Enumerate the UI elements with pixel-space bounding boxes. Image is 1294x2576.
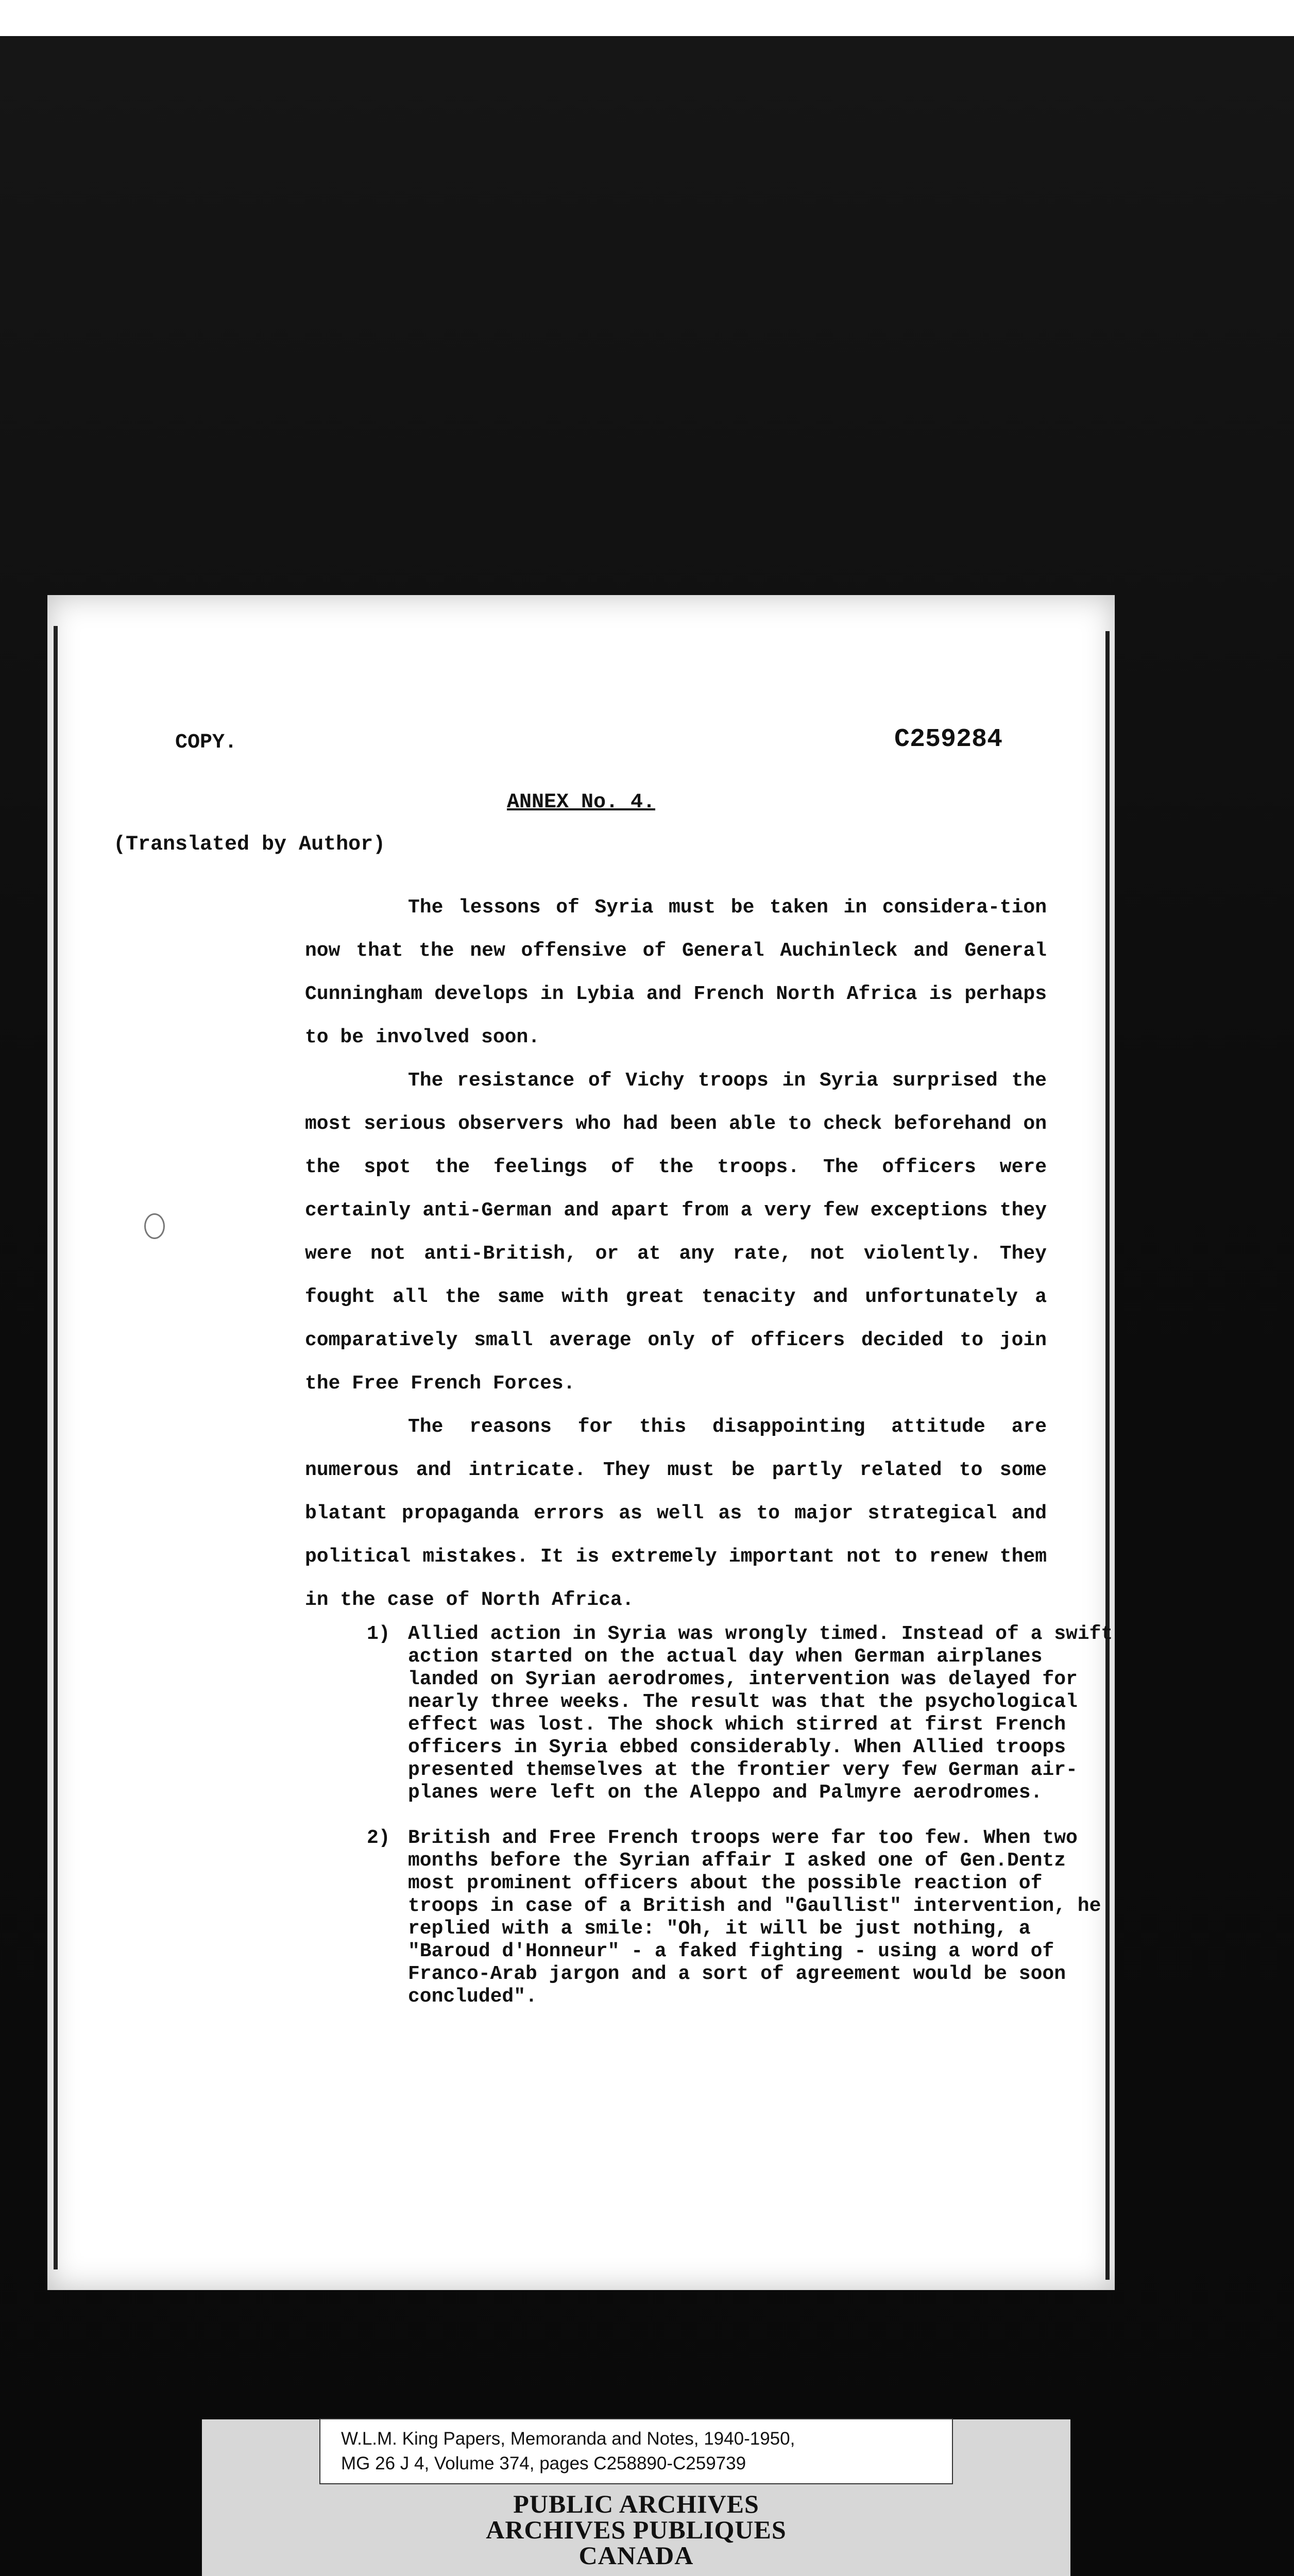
- list-text: British and Free French troops were far too few. When two months before the Syrian affair I asked one of Gen.Dentz most prominent officers about the possible reaction of troops in case of a British and "Gaullist" intervention, he replied with a smile: "Oh, it will be just nothing, a "Baroud d'Honneur" - a faked fighting - using a word of Franco-Arab jargon and a sort of agreement would be soon concluded".: [408, 1827, 1101, 2008]
- list-item: [367, 1827, 1114, 2008]
- list-text: Allied action in Syria was wrongly timed. Instead of a swift action started on the actual day when German airplanes landed on Syrian aerodromes, intervention was delayed for nearly three weeks. The result was that the psychological effect was lost. The shock which stirred at first French officers in Syria ebbed considerably. When Allied troops presented themselves at the frontier very few German air-planes were left on the Aleppo and Palmyre aerodromes.: [408, 1623, 1113, 1804]
- list-number: 2): [367, 1827, 390, 1849]
- citation-line: MG 26 J 4, Volume 374, pages C258890-C259739: [341, 2453, 746, 2473]
- list-item: [367, 1623, 1114, 1804]
- body-text: [305, 886, 1047, 1622]
- page-left-edge: [54, 626, 58, 2269]
- document-number: C259284: [894, 725, 1002, 754]
- paragraph: The lessons of Syria must be taken in considera-tion now that the new offensive of General Auchinleck and General Cunningham develops in Lybia and French North Africa is perhaps to be involved soon.: [305, 896, 1047, 1048]
- paragraph: The reasons for this disappointing attitude are numerous and intricate. They must be partly related to some blatant propaganda errors as well as to major strategical and political mistakes. It is extremely important not to renew them in the case of North Africa.: [305, 1416, 1047, 1611]
- citation-line: W.L.M. King Papers, Memoranda and Notes, 1940-1950,: [341, 2429, 795, 2449]
- document-page: [47, 595, 1115, 2290]
- top-white-band: [0, 0, 1294, 36]
- stamp-line: PUBLIC ARCHIVES: [513, 2489, 759, 2518]
- archive-stamp: [202, 2491, 1070, 2568]
- paragraph: The resistance of Vichy troops in Syria surprised the most serious observers who had been able to check beforehand on the spot the feelings of the troops. The officers were certainly anti-German and apart from a very few exceptions they were not anti-British, or at any rate, not violently. They fought all the same with great tenacity and unfortunately a comparatively small average only of officers decided to join the Free French Forces.: [305, 1070, 1047, 1395]
- translated-note: (Translated by Author): [113, 833, 386, 856]
- stamp-line: ARCHIVES PUBLIQUES: [486, 2515, 787, 2544]
- numbered-points: [367, 1623, 1114, 2031]
- punch-hole-mark: [144, 1213, 165, 1239]
- annex-title: ANNEX No. 4.: [506, 791, 656, 814]
- citation-box: [319, 2418, 953, 2484]
- list-number: 1): [367, 1623, 390, 1645]
- page-right-edge: [1105, 631, 1110, 2280]
- stamp-line: CANADA: [578, 2541, 694, 2570]
- copy-label: COPY.: [175, 731, 237, 754]
